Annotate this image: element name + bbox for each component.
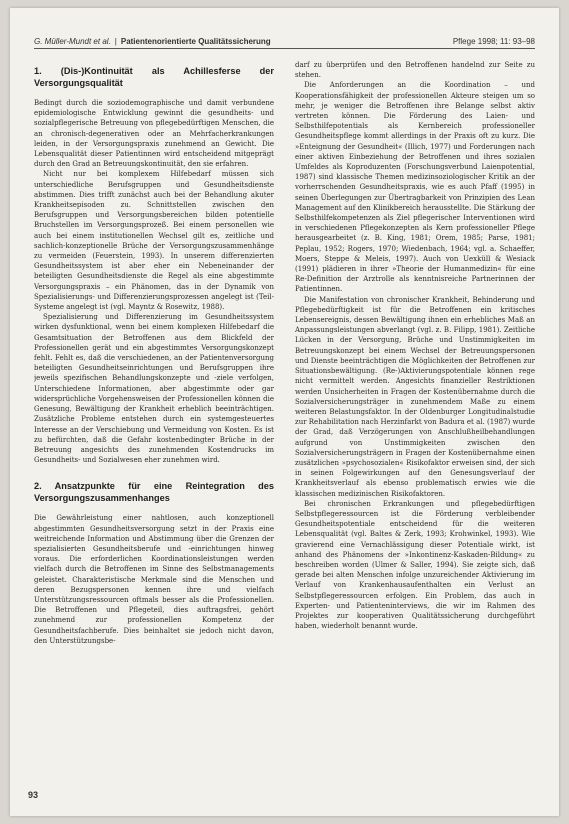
paragraph: Bei chronischen Erkrankungen und pflegebedürftigen Selbstpflegeressourcen ist die Förderung verbleibender Gesundheitspotentiale entscheidend für die weiteren Lebensqualität (vgl. Baltes & Zerk, 1993; Krohwinkel, 1993). Wie gravierend eine Vernachlässigung dieser Potentiale wirkt, ist anhand des Phänomens der »Inkontinenz-Kaskaden-Bildung« zu beschreiben worden (Ulmer & Saller, 1994). Sie zeigte sich, daß gerade bei alten Menschen infolge unzureichender Aktivierung im Verlauf von Krankenhausaufenthalten ein Verlust an Selbstpflegeressourcen erfolgen. Ein Problem, das auch in Experten- und Patienteninterviews, die wir im Rahmen des Projektes zur kooperativen Qualitätssicherung durchgeführt haben, wiederholt benannt wurde.: [295, 499, 535, 631]
paragraph: Die Manifestation von chronischer Krankheit, Behinderung und Pflegebedürftigkeit ist für die Betroffenen ein kritisches Lebensereignis, dessen Bewältigung ihnen ein erhebliches Maß an Anpassungsleistungen abverlangt (vgl. z. B. Filipp, 1981). Zeitliche Lücken in der Versorgung, Brüche und Unstimmigkeiten im Betreuungskonzept bei einem Wechsel der Betreuungspersonen und Dienste beeinträchtigen die Möglichkeiten der Betroffenen zur Situationsbewältigung. (Re-)Aktivierungspotentiale können rege nicht vermittelt werden. Angesichts finanzieller Restriktionen werden Unsicherheiten in Fragen der Kostenübernahme durch die Sozialversicherungsträger in zunehmendem Maße zu einem weiteren Belastungsfaktor. In der Oldenburger Longitudinalstudie zur Rehabilitation nach Herzinfarkt von Badura et al. (1987) wurde der Grad, daß Verzögerungen von Anschlußheilbehandlungen aufgrund von Unstimmigkeiten zwischen den Sozialversicherungsträgern in Fragen der Kostenübernahme einen zusätzlichen »psychosozialen« Risikofaktor erweisen sind, der sich in seinen Folgewirkungen auf den Genesungsverlauf der Krankheitsverlauf als ebenso problematisch erwies wie die klassischen medizinischen Risikofaktoren.: [295, 295, 535, 498]
header-authors: G. Müller-Mundt et al.: [34, 36, 111, 46]
paragraph: Bedingt durch die soziodemographische und damit verbundene epidemiologische Entwicklung gewinnt die gesundheits- und sozialpflegerische Betreuung von pflegebedürftigen Menschen, die an chronisch-degenerativen oder an Mehrfacherkrankungen leiden, in der Versorgungspraxis zunehmend an Gewicht. Die Lebensqualität dieser Patientinnen wird entscheidend mitgeprägt durch den Grad an Betreuungskontinuität, den sie erfahren.: [34, 99, 274, 169]
header-separator: |: [114, 36, 117, 46]
header-journal-citation: Pflege 1998; 11: 93–98: [452, 36, 535, 46]
paragraph: Die Anforderungen an die Koordination – und Kooperationsfähigkeit der professionellen Akteure steigen um so mehr, je weniger die Betroffenen ihre Belange selbst aktiv vertreten können. Die Förderung des Laien- und Selbsthilfepotentials als Kernbereich professioneller Gesundheitspflege kommt allerdings in der Praxis oft zu kurz. Die »Enteignung der Gesundheit« (Illich, 1977) und Forderungen nach einer aktiven Einbeziehung der Betroffenen und ihres sozialen Umfeldes als Koproduzenten (Forschungsverbund Laienpotential, 1987) sind klassische Themen medizinsoziologischer Kritik an der vorherrschenden Gesundheitspraxis, wie es auch Pfaff (1995) in seinen Überlegungen zur Übertragbarkeit von Prinzipien des Lean Management auf den Klinikbereich herausstellte. Die Stärkung der Selbsthilfekompetenzen als Ziel pflegerischer Interventionen wird in verschiedenen Pflegekonzepten als Kern professioneller Pflege herausgearbeitet (z. B. King, 1981; Orem, 1985; Parse, 1981; Peplau, 1952; Rogers, 1970; Wiedenbach, 1964; vgl. a. Schaeffer, Moers, Steppe & Meleis, 1997). Auch von Uexküll & Wesiack (1991) plädieren in ihrer »Theorie der Humanmedizin« für eine Re-Definition der Arztrolle als kenntnisreiche Partnerinnen der Patientinnen.: [295, 81, 535, 294]
section-1-title: 1. (Dis-)Kontinuität als Achillesferse der Versorgungsqualität: [34, 66, 274, 88]
paragraph: Spezialisierung und Differenzierung im Gesundheitssystem wirken dysfunktional, wenn bei einem komplexen Hilfebedarf die Gesamtsituation der Betroffenen aus dem Blickfeld der Professionellen gerät und ein abgestimmtes Versorgungskonzept fehlt. Fehlt es, daß die verschiedenen, an der Patientenversorgung beteiligten Gesundheitseinrichtungen und Berufsgruppen ihre jeweils spezifischen Behandlungskonzepte und -ziele verfolgen, Unterschiedene Informationen, aber abgestimmte oder gar widersprüchliche Vorgehensweisen der Professionellen können die Genesung, Bewältigung der Krankheit erheblich beeinträchtigen. Zusätzliche Probleme entstehen durch ein systemgesteuertes Interesse an der Verschiebung und Vermeidung von Kosten. Es ist zu befürchten, daß die Gefahr kostenbedingter Brüche in der Betreuung angesichts des zunehmenden Kostendrucks im Gesundheits- und Sozialwesen eher zunehmen wird.: [34, 313, 274, 465]
header-title: Patientenorientierte Qualitätssicherung: [120, 36, 271, 46]
running-header: [34, 34, 535, 49]
paragraph: darf zu überprüfen und den Betroffenen handelnd zur Seite zu stehen.: [295, 61, 535, 80]
page-number: 93: [28, 790, 39, 800]
left-column: [34, 60, 274, 800]
section-2-title: 2. Ansatzpunkte für eine Reintegration des Versorgungszusammenhanges: [34, 481, 274, 503]
paper-page: [10, 8, 559, 816]
paragraph: Nicht nur bei komplexem Hilfebedarf müssen sich unterschiedliche Berufsgruppen und Gesundheitsdienste abstimmen. Dies trifft zunächst auch bei der Behandlung akuter Krankheitsepisoden zu. Schnittstellen zwischen den Berufsgruppen und Versorgungsbereichen bilden potentielle Bruchstellen im Versorgungsprozeß. Bei einem personellen wie auch bei einem institutionellen Wechsel gilt es, zeitliche und sachlich-konzeptionelle Brüche der Versorgungszusammenhänge zu vermeiden (Feuerstein, 1993). In unserem differenzierten Gesundheitssystem ist aber eher ein Nebeneinander der beteiligten Gesundheitsdienste die Regel als eine abgestimmte Versorgungspraxis – ein Phänomen, das in der Dynamik von Spezialisierungs- und Differenzierungsprozessen angelegt ist (Teil-Systeme angelegt ist (vgl. Mayntz & Rosewitz, 1988).: [34, 170, 274, 312]
paragraph: Die Gewährleistung einer nahtlosen, auch konzeptionell abgestimmten Gesundheitsversorgung setzt in der Praxis eine weitreichende Information und Abstimmung über die Grenzen der spezialisierten Gesundheitsberufe und -einrichtungen hinweg voraus. Die erforderlichen Koordinationsleistungen werden vielfach durch die Betroffenen im Sinne des Selbstmanagements geleistet. Charakteristische Merkmale sind die Menschen und deren Bezugspersonen kennen ihre und vielfach Unterstützungsressourcen oftmals besser als die Professionellen. Die Betroffenen und Pflegeteil, dies auftragsfrei, gehört zunehmend zur professionellen Kompetenz der Gesundheitsfachberufe. Dies beinhaltet sie jedoch nicht davon, den Unterstützungsbe-: [34, 514, 274, 645]
right-column: [295, 60, 535, 800]
